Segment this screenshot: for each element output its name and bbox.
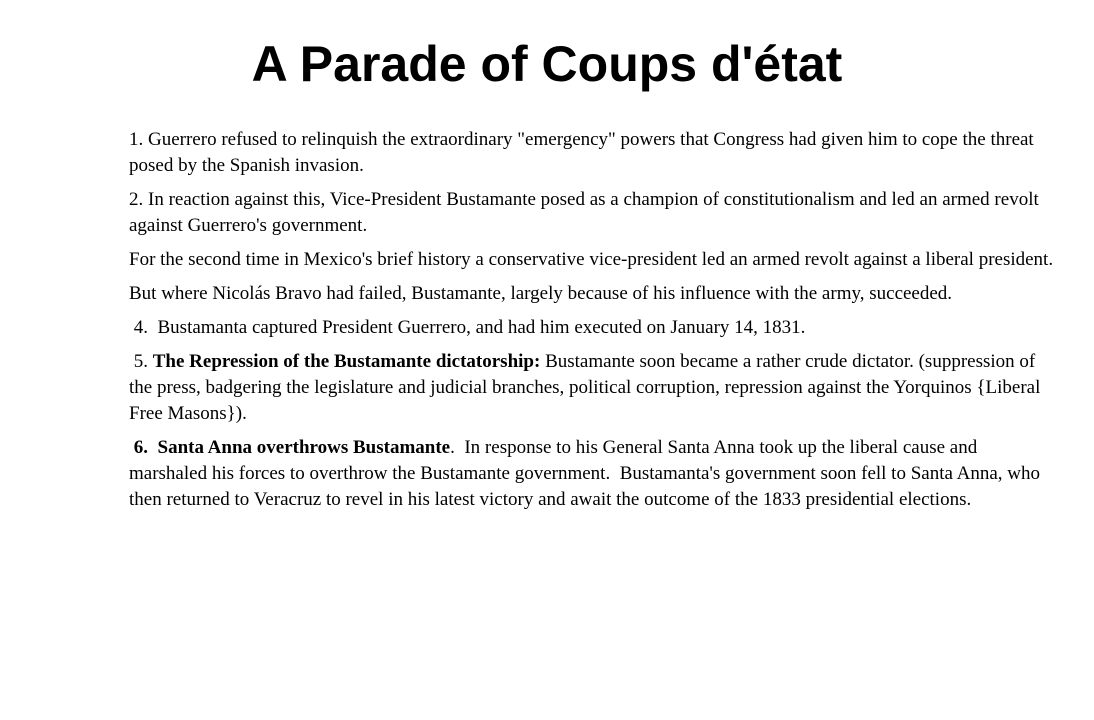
paragraph-7 — [129, 435, 1059, 513]
paragraph-7-text: . In response to his General Santa Anna took up the liberal cause and marshaled his forces to overthrow the Bustamante government. Bustamanta's government soon fell to Santa Anna, who then returned to Veracruz to revel in his latest victory and await the outcome of the 1833 presidential elections. — [129, 437, 1045, 510]
paragraph-6-text: Bustamante soon became a rather crude dictator. (suppression of the press, badgering the legislature and judicial branches, political corruption, repression against the Yorquinos {Liberal Free Masons}). — [129, 351, 1046, 424]
paragraph-2: 2. In reaction against this, Vice-President Bustamante posed as a champion of constitutionalism and led an armed revolt against Guerrero's government. — [129, 189, 1039, 236]
slide-title: A Parade of Coups d'état — [251, 36, 843, 92]
paragraph-6-heading: The Repression of the Bustamante dictatorship: — [152, 351, 541, 372]
paragraph-7-heading: 6. Santa Anna overthrows Bustamante — [133, 437, 451, 458]
paragraph-5: 4. Bustamanta captured President Guerrero, and had him executed on January 14, 1831. — [129, 317, 806, 338]
paragraph-1: 1. Guerrero refused to relinquish the extraordinary "emergency" powers that Congress had given him to cope the threat posed by the Spanish invasion. — [129, 129, 1034, 176]
paragraph-6 — [129, 349, 1059, 427]
paragraph-3: For the second time in Mexico's brief history a conservative vice-president led an armed revolt against a liberal president. — [129, 249, 1054, 270]
slide-body — [129, 127, 1059, 521]
paragraph-6-lead: 5. — [129, 351, 153, 372]
paragraph-4: But where Nicolás Bravo had failed, Bustamante, largely because of his influence with the army, succeeded. — [129, 283, 953, 304]
